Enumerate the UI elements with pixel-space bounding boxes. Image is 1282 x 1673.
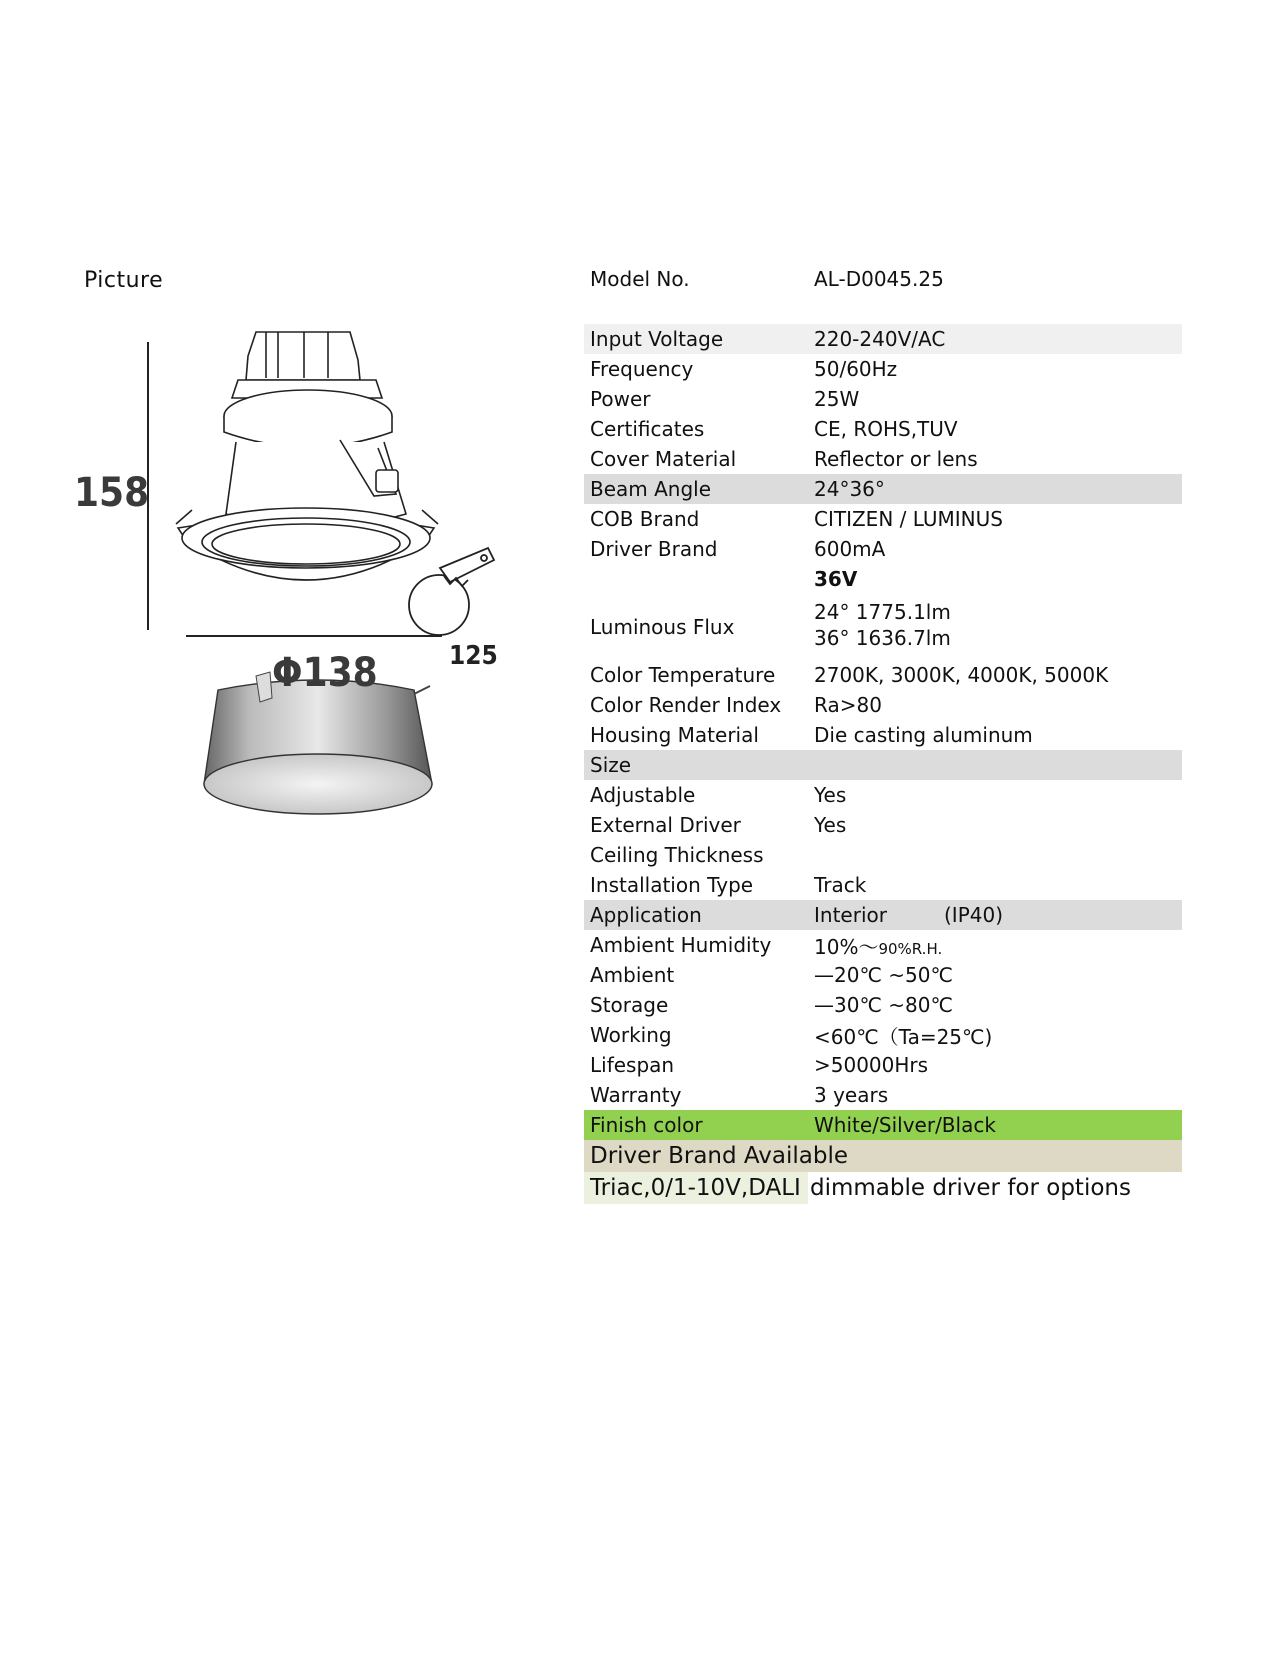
spec-value: White/Silver/Black bbox=[814, 1113, 996, 1137]
spec-key: Certificates bbox=[590, 417, 705, 441]
spec-key: COB Brand bbox=[590, 507, 700, 531]
spec-key: Model No. bbox=[590, 267, 690, 291]
driver-brand-header bbox=[584, 1140, 1182, 1172]
spec-key: Size bbox=[590, 753, 632, 777]
spec-row bbox=[584, 444, 1182, 474]
spec-value: 50/60Hz bbox=[814, 357, 898, 381]
spec-row-finish-color bbox=[584, 1110, 1182, 1140]
humidity-value: 10%～ bbox=[814, 934, 879, 959]
width-dimension: Φ138 bbox=[272, 650, 378, 696]
spec-key: Installation Type bbox=[590, 873, 754, 897]
spec-key: Finish color bbox=[590, 1113, 703, 1137]
spec-table bbox=[584, 264, 1182, 1204]
spec-value: Interior bbox=[814, 903, 887, 927]
spec-key: Warranty bbox=[590, 1083, 682, 1107]
picture-label: Picture bbox=[84, 268, 164, 293]
spec-row bbox=[584, 720, 1182, 750]
spec-key: Ambient Humidity bbox=[590, 933, 772, 957]
spec-row bbox=[584, 900, 1182, 930]
spec-row bbox=[584, 324, 1182, 354]
spec-value: CE, ROHS,TUV bbox=[814, 417, 958, 441]
spec-value: 36V bbox=[814, 567, 858, 591]
spec-row bbox=[584, 840, 1182, 870]
spec-row bbox=[584, 474, 1182, 504]
spec-row bbox=[584, 1050, 1182, 1080]
spec-value: 24°36° bbox=[814, 477, 885, 501]
spec-key: Application bbox=[590, 903, 702, 927]
spec-key: Driver Brand bbox=[590, 537, 718, 561]
spec-row bbox=[584, 930, 1182, 960]
spec-row bbox=[584, 780, 1182, 810]
spec-row bbox=[584, 354, 1182, 384]
spec-key: Housing Material bbox=[590, 723, 759, 747]
spec-row bbox=[584, 384, 1182, 414]
spec-value: 25W bbox=[814, 387, 860, 411]
spec-value: Track bbox=[814, 873, 867, 897]
spec-row bbox=[584, 690, 1182, 720]
spec-key: Storage bbox=[590, 993, 669, 1017]
spec-value: 2700K, 3000K, 4000K, 5000K bbox=[814, 663, 1109, 687]
spec-key: Input Voltage bbox=[590, 327, 724, 351]
spec-key: Cover Material bbox=[590, 447, 737, 471]
height-dimension: 158 bbox=[74, 470, 150, 516]
spec-value: 3 years bbox=[814, 1083, 889, 1107]
spec-row-luminous-flux bbox=[584, 594, 1182, 660]
spec-row bbox=[584, 504, 1182, 534]
spec-row bbox=[584, 1080, 1182, 1110]
spec-value: 600mA bbox=[814, 537, 886, 561]
driver-options-key: Triac,0/1-10V,DALI bbox=[584, 1172, 808, 1204]
spec-value: <60℃（Ta=25℃) bbox=[814, 1024, 993, 1049]
spec-value: Yes bbox=[814, 813, 847, 837]
product-drawing bbox=[60, 320, 540, 880]
spec-row bbox=[584, 750, 1182, 780]
spec-value: —20℃ ~50℃ bbox=[814, 963, 953, 987]
spec-row bbox=[584, 990, 1182, 1020]
spec-key: Frequency bbox=[590, 357, 694, 381]
spec-key: Beam Angle bbox=[590, 477, 712, 501]
spec-row bbox=[584, 810, 1182, 840]
spec-key: Power bbox=[590, 387, 651, 411]
spec-key: Color Temperature bbox=[590, 663, 776, 687]
spec-key: Ceiling Thickness bbox=[590, 843, 764, 867]
driver-options-value: dimmable driver for options bbox=[810, 1175, 1131, 1201]
spec-key: Ambient bbox=[590, 963, 675, 987]
spec-row-model bbox=[584, 264, 1182, 294]
spec-value: 24° 1775.1lm bbox=[814, 600, 951, 624]
spec-value: —30℃ ~80℃ bbox=[814, 993, 953, 1017]
cutout-dimension: 125 bbox=[449, 641, 498, 671]
spec-key: Working bbox=[590, 1023, 672, 1047]
driver-brand-title: Driver Brand Available bbox=[590, 1143, 849, 1169]
spec-key: External Driver bbox=[590, 813, 741, 837]
spec-value: 220-240V/AC bbox=[814, 327, 946, 351]
spec-key: Lifespan bbox=[590, 1053, 675, 1077]
humidity-unit: 90%R.H. bbox=[878, 939, 943, 958]
spec-value-extra: (IP40) bbox=[944, 903, 1004, 927]
spec-row bbox=[584, 414, 1182, 444]
spec-key: Color Render Index bbox=[590, 693, 782, 717]
spec-row bbox=[584, 960, 1182, 990]
spec-key: Luminous Flux bbox=[590, 615, 735, 639]
spec-key: Adjustable bbox=[590, 783, 696, 807]
spec-row bbox=[584, 660, 1182, 690]
spec-value: Die casting aluminum bbox=[814, 723, 1033, 747]
driver-options-row bbox=[584, 1172, 1182, 1204]
spec-row bbox=[584, 1020, 1182, 1050]
spec-value: Reflector or lens bbox=[814, 447, 978, 471]
spec-value: >50000Hrs bbox=[814, 1053, 929, 1077]
spec-value: Ra>80 bbox=[814, 693, 882, 717]
spec-value: Yes bbox=[814, 783, 847, 807]
spec-row bbox=[584, 870, 1182, 900]
spec-value: CITIZEN / LUMINUS bbox=[814, 507, 1003, 531]
spec-value: AL-D0045.25 bbox=[814, 267, 944, 291]
spec-row bbox=[584, 534, 1182, 564]
spec-value: 36° 1636.7lm bbox=[814, 626, 951, 650]
spec-row bbox=[584, 564, 1182, 594]
spec-value bbox=[814, 931, 942, 960]
